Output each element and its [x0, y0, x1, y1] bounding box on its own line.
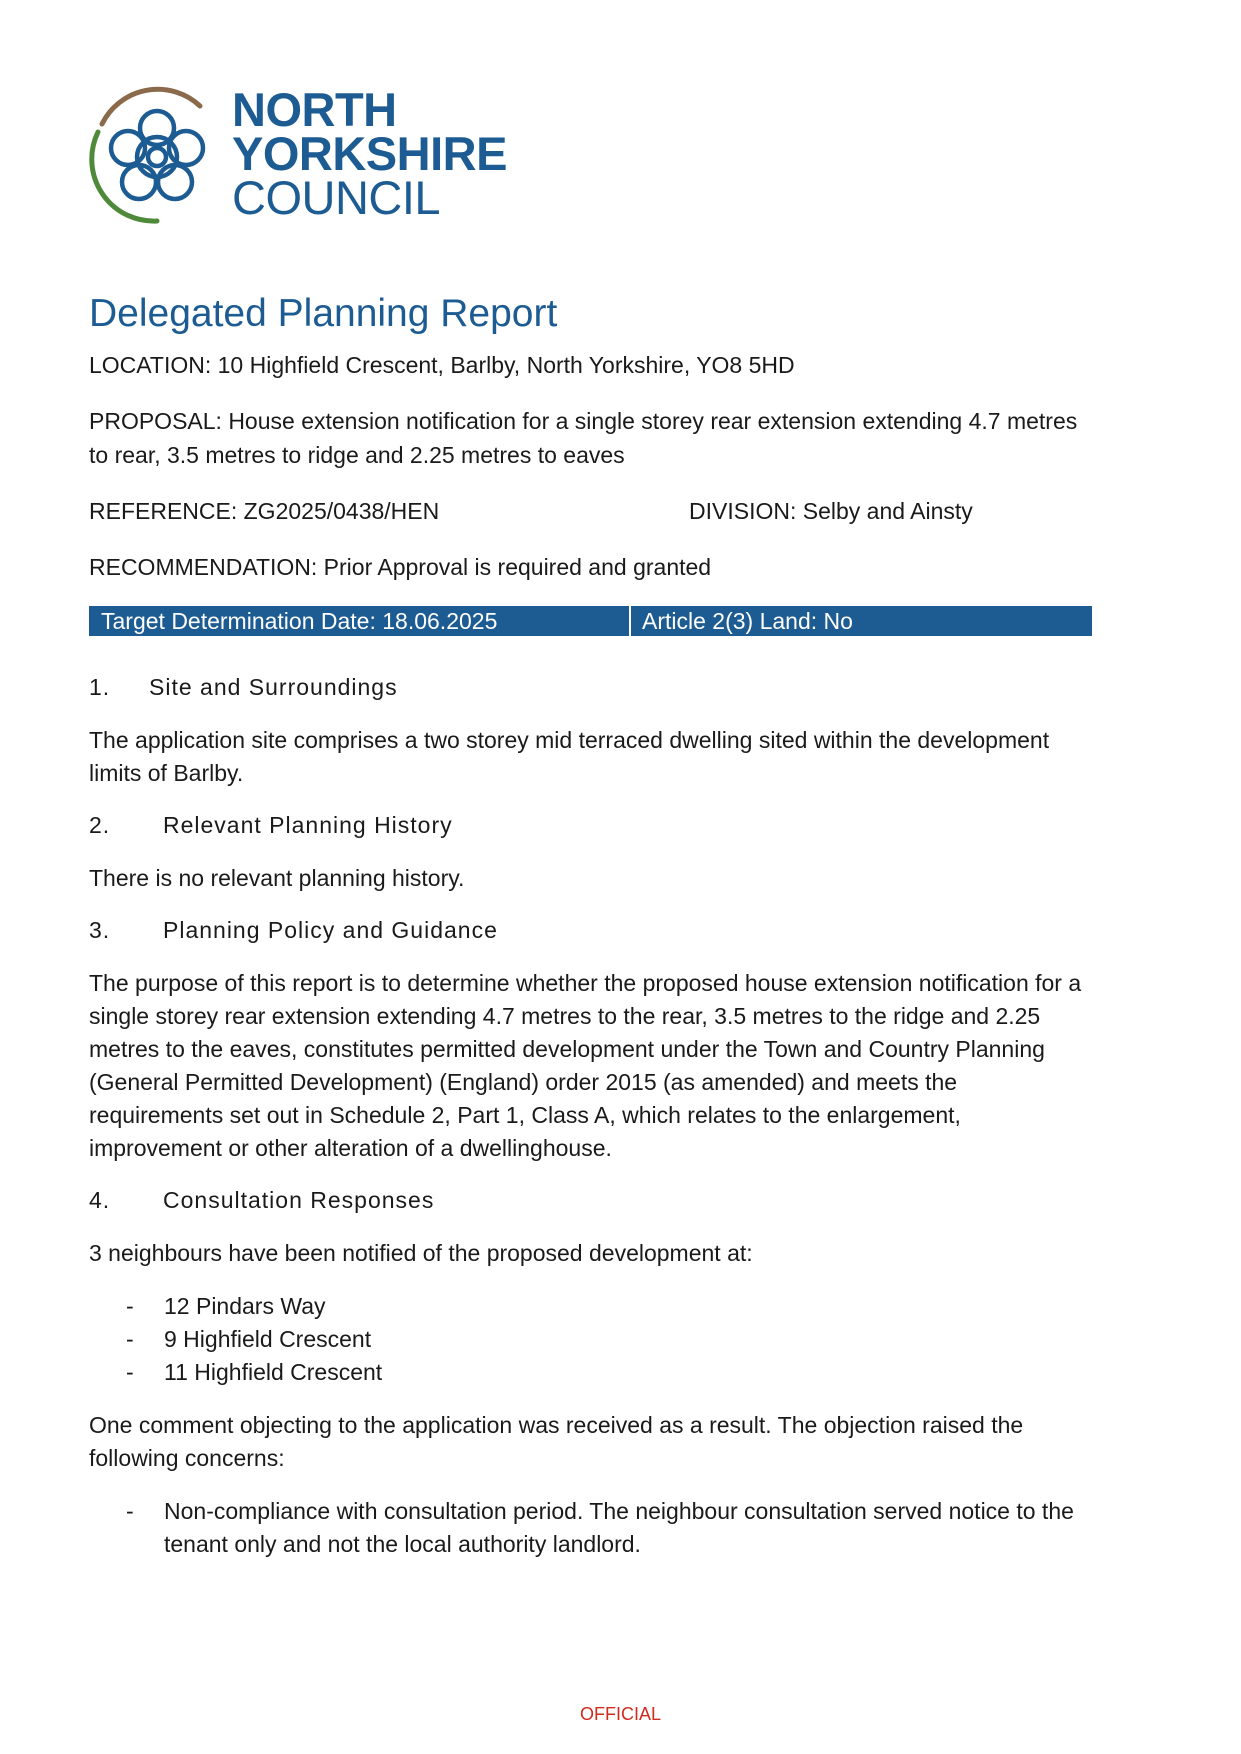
- bullet-dash: -: [126, 1359, 134, 1385]
- target-info-bar: [89, 606, 1092, 636]
- section-heading-2: [89, 810, 1089, 840]
- section-heading-1: [89, 672, 1089, 702]
- section-number: 3.: [89, 917, 111, 943]
- section-2-body: There is no relevant planning history.: [89, 865, 465, 891]
- logo-line-yorkshire: YORKSHIRE: [232, 127, 507, 180]
- bullet-dash: -: [126, 1293, 134, 1319]
- list-item: [89, 1356, 1089, 1389]
- address-text: 9 Highfield Crescent: [164, 1326, 372, 1352]
- reference-division-row: [89, 494, 1089, 528]
- section-heading-3: [89, 915, 1089, 945]
- proposal-line: PROPOSAL: House extension notification for a single storey rear extension extending 4.7 metres to rear, 3.5 metres to ridge and 2.25 metres to eaves: [89, 408, 1078, 468]
- article-land: Article 2(3) Land: No: [642, 608, 853, 634]
- location-line: LOCATION: 10 Highfield Crescent, Barlby, North Yorkshire, YO8 5HD: [89, 352, 795, 378]
- yorkshire-rose-icon: [82, 84, 232, 234]
- bullet-dash: -: [126, 1498, 134, 1524]
- section-4-follow: One comment objecting to the application was received as a result. The objection raised the following concerns:: [89, 1412, 1024, 1471]
- section-3-body: The purpose of this report is to determine whether the proposed house extension notification for a single storey rear extension extending 4.7 metres to the rear, 3.5 metres to the ridge and 2.25 metres to the eaves, constitutes permitted development under the Town and Country Planning (General Permitted Development) (England) order 2015 (as amended) and meets the requirements set out in Schedule 2, Part 1, Class A, which relates to the enlargement, improvement or other alteration of a dwellinghouse.: [89, 970, 1082, 1161]
- concern-text: Non-compliance with consultation period. The neighbour consultation served notice to the tenant only and not the local authority landlord.: [164, 1498, 1074, 1557]
- recommendation-line: RECOMMENDATION: Prior Approval is required and granted: [89, 554, 712, 580]
- division-line: DIVISION: Selby and Ainsty: [689, 498, 973, 524]
- section-title: Consultation Responses: [163, 1187, 435, 1213]
- section-heading-4: [89, 1185, 1089, 1215]
- bullet-dash: -: [126, 1326, 134, 1352]
- logo-line-north: NORTH: [232, 83, 397, 136]
- logo-wordmark: [232, 83, 507, 224]
- section-4-intro: 3 neighbours have been notified of the proposed development at:: [89, 1240, 753, 1266]
- reference-line: REFERENCE: ZG2025/0438/HEN: [89, 498, 440, 524]
- neighbour-address-list: [89, 1290, 1089, 1389]
- section-number: 2.: [89, 812, 111, 838]
- address-text: 12 Pindars Way: [164, 1293, 326, 1319]
- section-title: Site and Surroundings: [149, 674, 398, 700]
- target-date: Target Determination Date: 18.06.2025: [89, 606, 631, 636]
- page-title: Delegated Planning Report: [89, 292, 558, 335]
- objection-concern-list: [89, 1495, 1089, 1561]
- section-number: 4.: [89, 1187, 111, 1213]
- official-marking: OFFICIAL: [579, 1704, 661, 1724]
- section-1-body: The application site comprises a two storey mid terraced dwelling sited within the development limits of Barlby.: [89, 727, 1050, 786]
- section-title: Relevant Planning History: [163, 812, 453, 838]
- list-item: [89, 1290, 1089, 1323]
- section-title: Planning Policy and Guidance: [163, 917, 498, 943]
- logo-line-council: COUNCIL: [232, 171, 441, 224]
- council-logo: [82, 84, 522, 234]
- address-text: 11 Highfield Crescent: [164, 1359, 383, 1385]
- list-item: [89, 1495, 1089, 1561]
- section-number: 1.: [89, 674, 111, 700]
- report-content: [89, 290, 1089, 1581]
- list-item: [89, 1323, 1089, 1356]
